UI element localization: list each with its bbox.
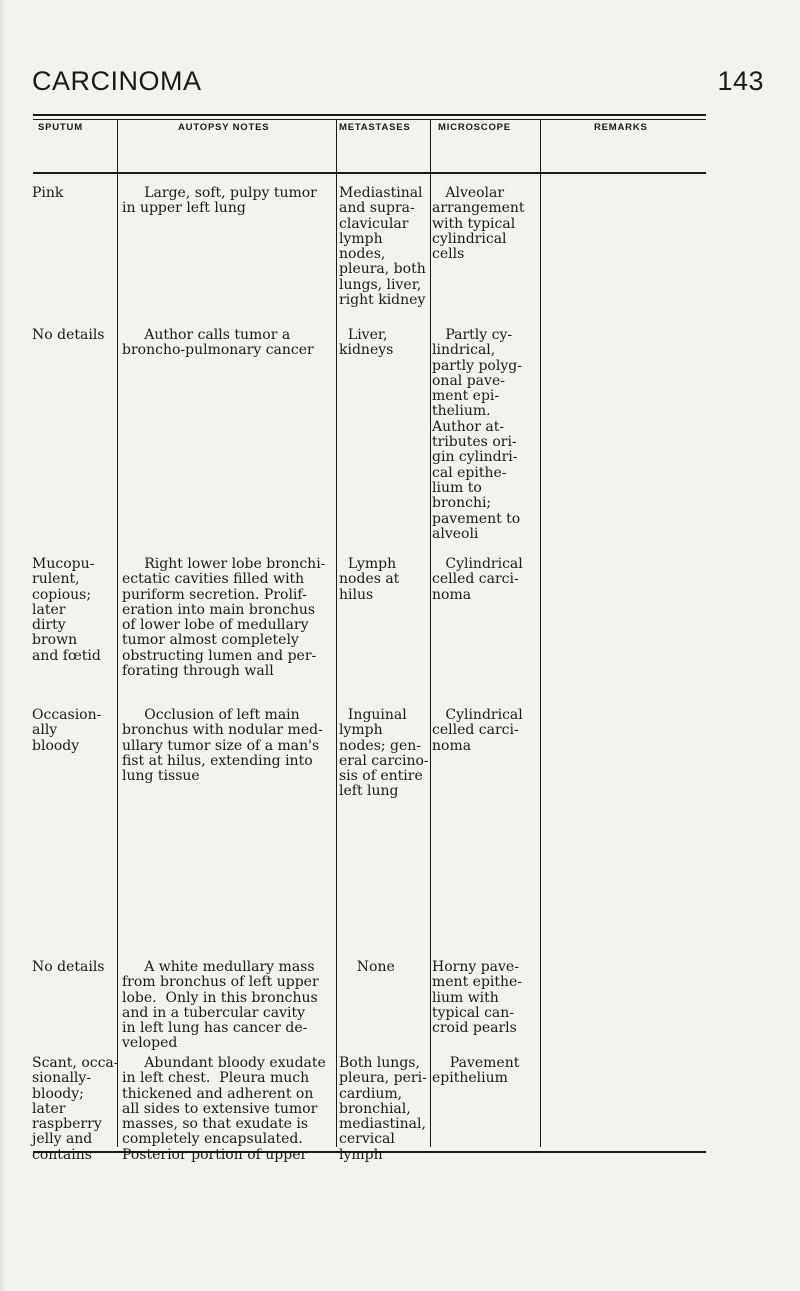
table-cell-autopsy-notes: A white medullary mass from bronchus of left upper lobe. Only in this bronchus and in a tubercular cavity in left lung has cancer de- veloped <box>122 959 319 1052</box>
column-header-microscope: MICROSCOPE <box>438 122 511 133</box>
table-cell-autopsy-notes: Author calls tumor a broncho-pulmonary cancer <box>122 327 314 359</box>
table-cell-microscope: Cylindrical celled carci- noma <box>432 556 523 603</box>
page-number: 143 <box>717 66 764 96</box>
table-cell-sputum: Occasion- ally bloody <box>32 707 102 754</box>
top-rule <box>33 114 706 116</box>
table-cell-microscope: Horny pave- ment epithe- lium with typical can- croid pearls <box>432 959 523 1037</box>
table-cell-microscope: Alveolar arrangement with typical cylindrical cells <box>432 185 525 263</box>
scan-edge <box>0 0 6 1291</box>
column-divider <box>430 119 431 1147</box>
table-cell-sputum: Mucopu- rulent, copious; later dirty brown and fœtid <box>32 556 101 664</box>
table-cell-autopsy-notes: Right lower lobe bronchi- ectatic cavities filled with puriform secretion. Prolif- eration into main bronchus of lower lobe of medullary tumor almost completely obstructing lumen and per- forating through wall <box>122 556 326 680</box>
column-header-remarks: REMARKS <box>594 122 648 133</box>
table-cell-sputum: No details <box>32 959 105 975</box>
table-cell-metastases: Both lungs, pleura, peri- cardium, bronchial, mediastinal, cervical lymph <box>339 1055 427 1163</box>
column-header-metastases: METASTASES <box>339 122 411 133</box>
table-cell-autopsy-notes: Occlusion of left main bronchus with nodular med- ullary tumor size of a man's fist at hilus, extending into lung tissue <box>122 707 323 785</box>
table-cell-metastases: Liver, kidneys <box>339 327 394 359</box>
table-cell-metastases: Mediastinal and supra- clavicular lymph nodes, pleura, both lungs, liver, right kidney <box>339 185 426 309</box>
table-cell-sputum: Pink <box>32 185 64 201</box>
running-title: CARCINOMA <box>32 66 202 96</box>
table-cell-sputum: No details <box>32 327 105 343</box>
header-rule <box>33 172 706 174</box>
table-cell-metastases: None <box>339 959 395 975</box>
table-cell-microscope: Pavement epithelium <box>432 1055 520 1087</box>
column-divider <box>540 119 541 1147</box>
table-cell-microscope: Partly cy- lindrical, partly polyg- onal pave- ment epi- thelium. Author at- tributes ori- gin cylindri- cal epithe- lium to bronchi; pavement to alveoli <box>432 327 522 542</box>
column-header-autopsy-notes: AUTOPSY NOTES <box>178 122 270 133</box>
table-cell-autopsy-notes: Abundant bloody exudate in left chest. Pleura much thickened and adherent on all sides to extensive tumor masses, so that exudate is completely encapsulated. Posterior portion of upper <box>122 1055 326 1163</box>
top-rule-thin <box>33 119 706 120</box>
table-cell-sputum: Scant, occa- sionally- bloody; later raspberry jelly and contains <box>32 1055 119 1163</box>
column-header-sputum: SPUTUM <box>38 122 83 133</box>
table-cell-autopsy-notes: Large, soft, pulpy tumor in upper left lung <box>122 185 317 217</box>
table-cell-metastases: Lymph nodes at hilus <box>339 556 400 603</box>
table-cell-metastases: Inguinal lymph nodes; gen- eral carcino- sis of entire left lung <box>339 707 429 800</box>
table-cell-microscope: Cylindrical celled carci- noma <box>432 707 523 754</box>
column-divider <box>336 119 337 1147</box>
